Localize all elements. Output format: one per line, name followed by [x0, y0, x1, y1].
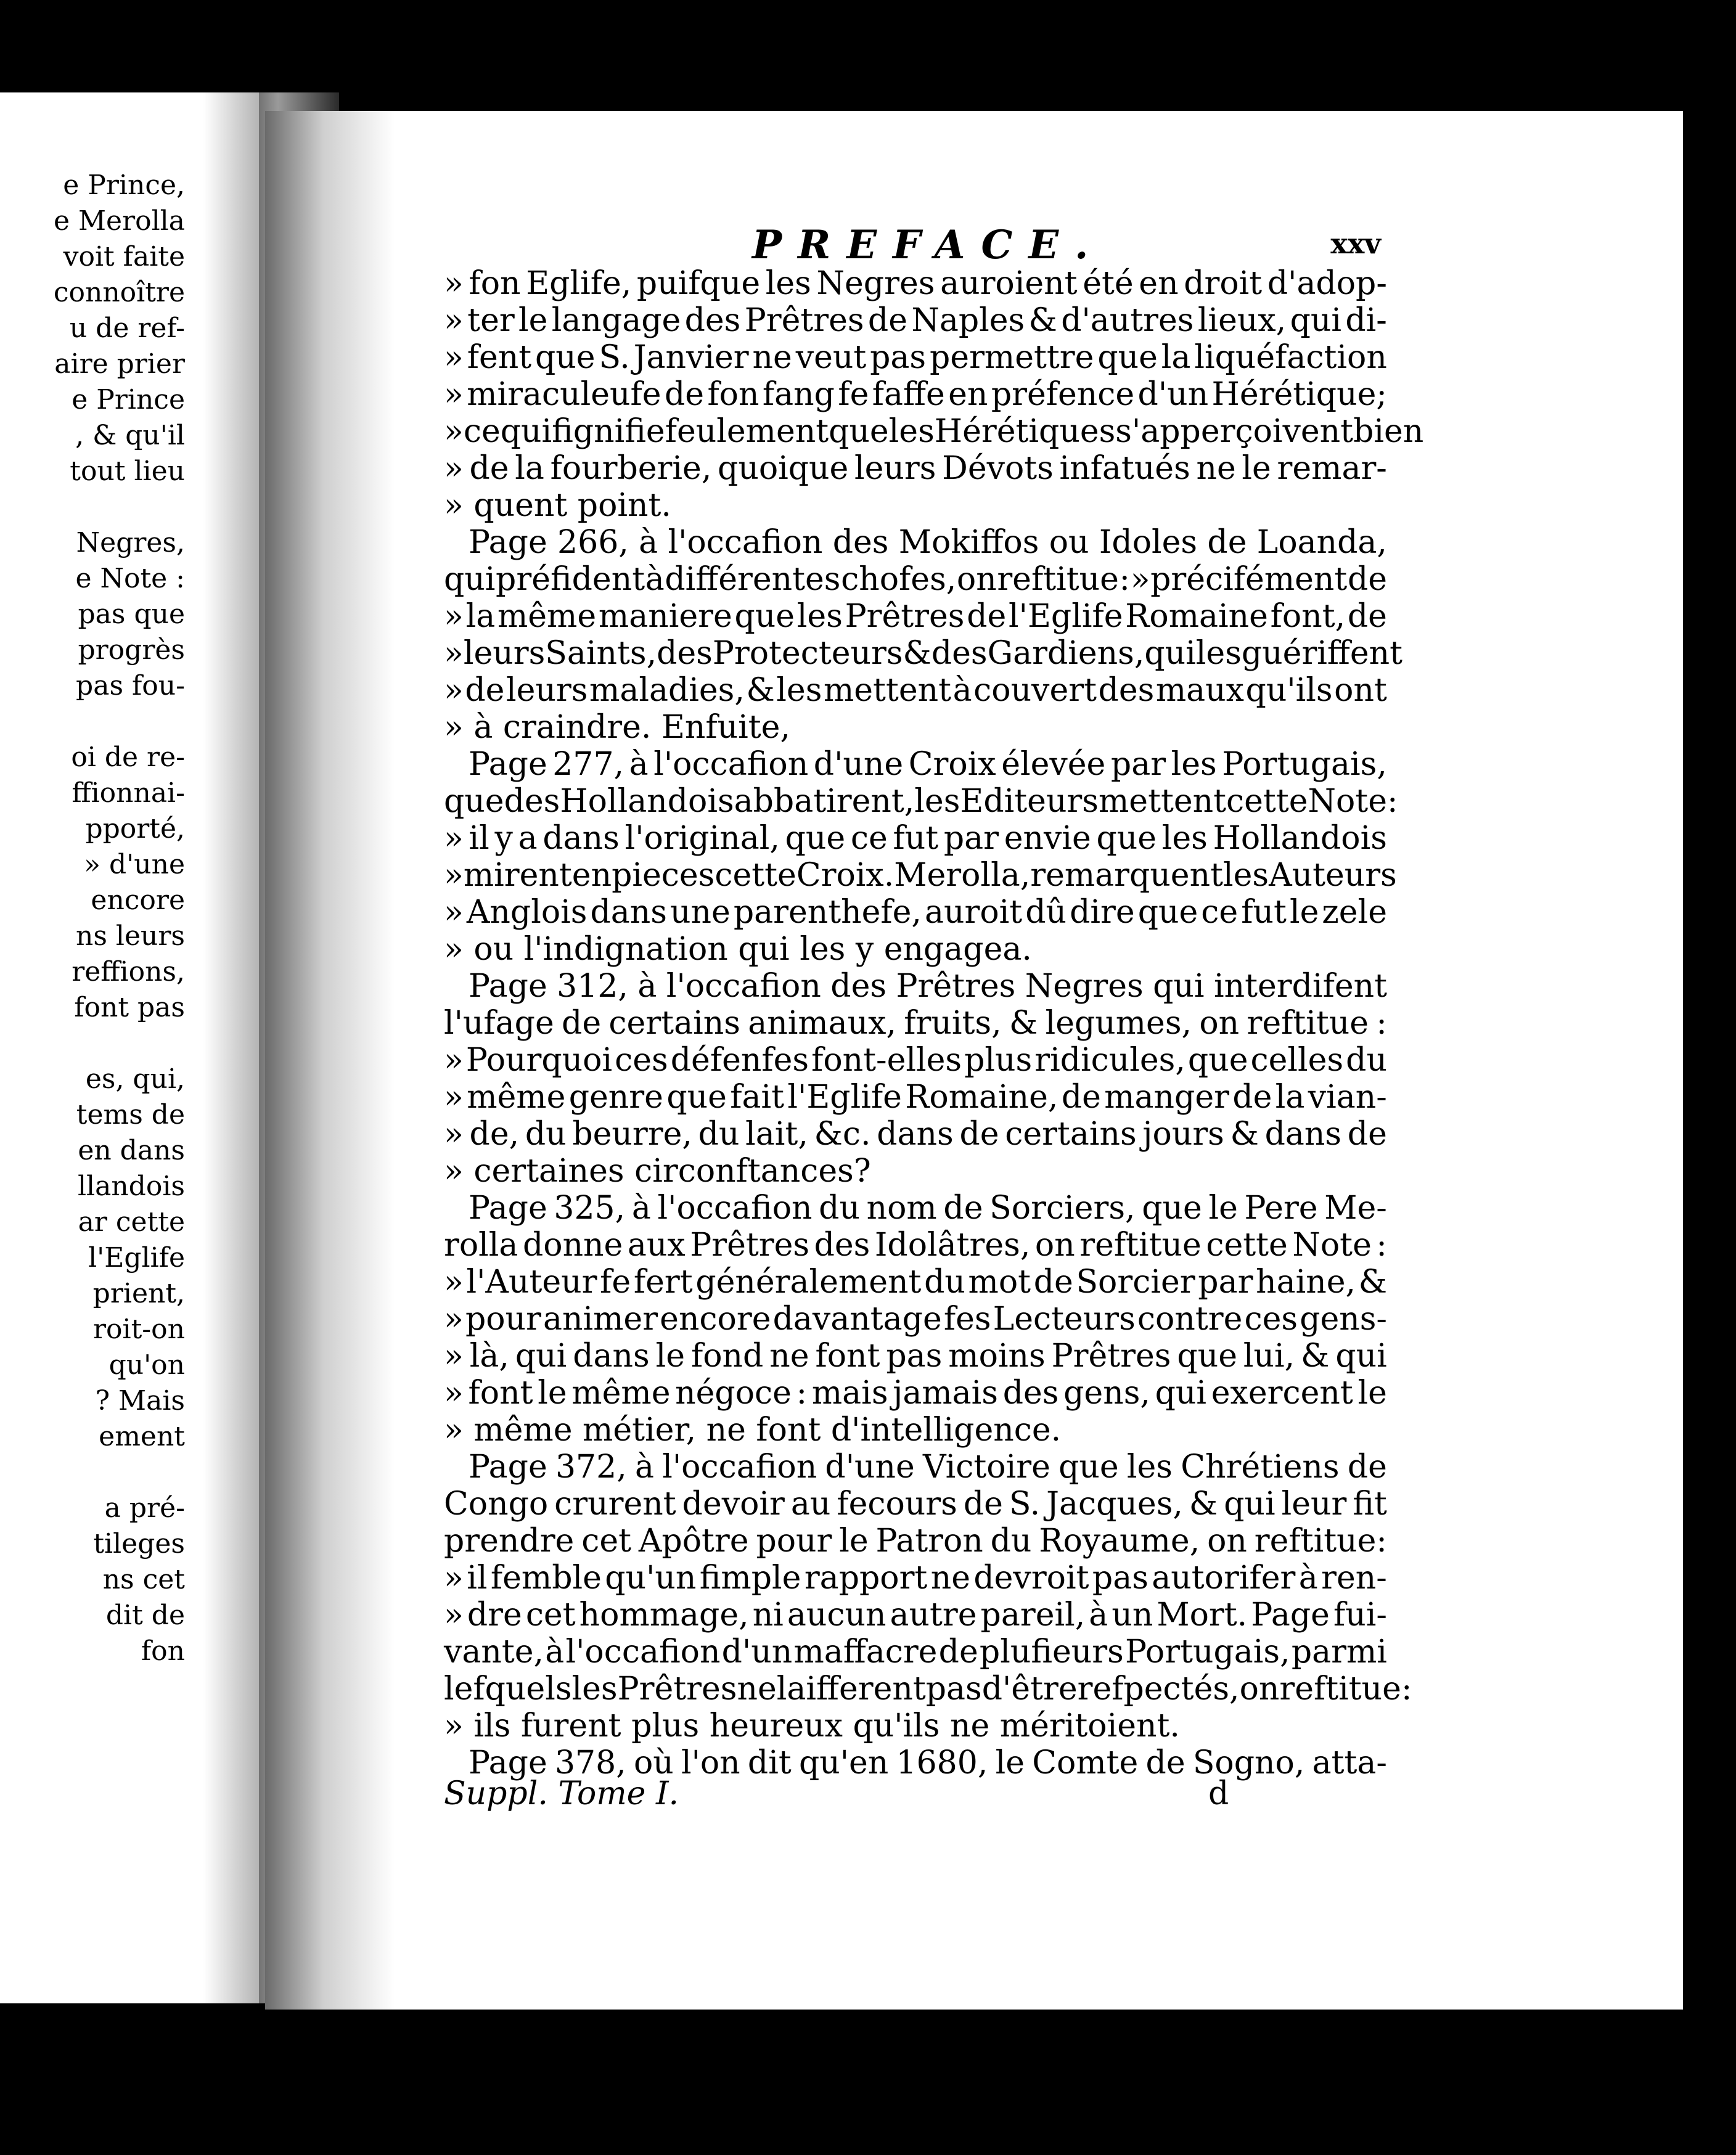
body-line: Page 312, à l'occafion des Prêtres Negres qui interdifent [469, 968, 1387, 1005]
left-line: e Note : [75, 563, 185, 594]
body-line: » de la fourberie, quoique leurs Dévots infatués ne le remar- [444, 450, 1387, 487]
left-line: Negres, [76, 527, 185, 558]
left-line: oi de re- [71, 742, 185, 773]
body-line: » quent point. [444, 487, 671, 524]
left-line: , & qu'il [75, 420, 185, 451]
left-line: roit-on [93, 1314, 185, 1345]
body-line: Page 266, à l'occafion des Mokiffos ou Idoles de Loanda, [469, 524, 1387, 561]
body-line: » ils furent plus heureux qu'ils ne méritoient. [444, 1707, 1180, 1744]
left-line: » d'une [84, 849, 185, 880]
left-line: en dans [78, 1135, 185, 1166]
body-line: » pour animer encore davantage fes Lecteurs contre ces gens- [444, 1301, 1387, 1338]
volume-line: Suppl. Tome I. [444, 1775, 679, 1812]
left-line: ffionnai- [72, 777, 185, 809]
body-line: » font le même négoce : mais jamais des gens, qui exercent le [444, 1375, 1387, 1412]
body-line: prendre cet Apôtre pour le Patron du Royaume, on reftitue: [444, 1523, 1387, 1560]
body-line: » à craindre. Enfuite, [444, 709, 790, 746]
left-line: ? Mais [95, 1385, 185, 1417]
body-line: Congo crurent devoir au fecours de S. Jacques, & qui leur fit [444, 1486, 1387, 1523]
left-line: e Prince, [63, 170, 185, 201]
body-line: » ou l'indignation qui les y engagea. [444, 931, 1032, 968]
body-line: » ce qui fignifie feulement que les Hérétiques s'apperçoivent bien [444, 413, 1424, 450]
body-line: » Anglois dans une parenthefe, auroit dû dire que ce fut le zele [444, 894, 1387, 931]
body-line: » fent que S. Janvier ne veut pas permettre que la liquéfaction [444, 339, 1387, 376]
left-line: pporté, [85, 813, 185, 844]
left-line: es, qui, [85, 1063, 185, 1095]
left-line: qu'on [108, 1349, 185, 1381]
left-line: aire prier [54, 348, 185, 380]
signature-mark: d [1208, 1775, 1229, 1812]
left-line: reffions, [72, 956, 185, 988]
body-line: Page 378, où l'on dit qu'en 1680, le Comte de Sogno, atta- [469, 1744, 1387, 1781]
page-number: xxv [1330, 227, 1381, 260]
body-line: » de leurs maladies, & les mettent à couvert des maux qu'ils ont [444, 672, 1387, 709]
left-line: prient, [92, 1278, 185, 1309]
body-line: » dre cet hommage, ni aucun autre pareil, à un Mort. Page fui- [444, 1597, 1387, 1634]
left-line: pas fou- [76, 670, 185, 701]
body-line: » il femble qu'un fimple rapport ne devroit pas autorifer à ren- [444, 1560, 1387, 1597]
body-line: » mirent en pieces cette Croix. Merolla, remarquent les Auteurs [444, 857, 1397, 894]
body-line: qui préfident à différentes chofes, on reftitue : » précifément de [444, 561, 1387, 598]
page-gutter [265, 111, 395, 2010]
body-line: » fon Eglife, puifque les Negres auroient été en droit d'adop- [444, 265, 1387, 302]
left-line: font pas [74, 992, 185, 1023]
body-line: l'ufage de certains animaux, fruits, & legumes, on reftitue : [444, 1005, 1387, 1042]
left-line: ement [99, 1421, 185, 1452]
body-line: que des Hollandois abbatirent, les Editeurs mettent cette Note: [444, 783, 1398, 820]
left-line: ns cet [102, 1564, 185, 1595]
left-line: e Merolla [53, 205, 185, 237]
body-line: » la même maniere que les Prêtres de l'Eglife Romaine font, de [444, 598, 1387, 635]
body-line: » miraculeufe de fon fang fe faffe en préfence d'un Hérétique; [444, 376, 1387, 413]
left-line: fon [141, 1635, 185, 1667]
body-line: » Pourquoi ces défenfes font-elles plus ridicules, que celles du [444, 1042, 1387, 1079]
left-line: dit de [105, 1600, 185, 1631]
left-line: progrès [78, 634, 185, 666]
body-line: lefquels les Prêtres ne laifferent pas d'être refpectés, on reftitue : [444, 1670, 1412, 1707]
body-line: Page 372, à l'occafion d'une Victoire que les Chrétiens de [469, 1449, 1387, 1486]
left-line: tems de [76, 1099, 185, 1131]
body-line: » même genre que fait l'Eglife Romaine, de manger de la vian- [444, 1079, 1387, 1116]
page-title: PREFACE. [752, 222, 1105, 268]
body-line: rolla donne aux Prêtres des Idolâtres, on reftitue cette Note : [444, 1227, 1387, 1264]
left-line: a pré- [104, 1492, 185, 1524]
left-line: pas que [78, 599, 185, 630]
body-line: » là, qui dans le fond ne font pas moins Prêtres que lui, & qui [444, 1338, 1387, 1375]
body-line: » certaines circonftances? [444, 1153, 871, 1190]
left-line: ns leurs [76, 920, 185, 952]
left-line: u de ref- [69, 313, 185, 344]
body-line: » de, du beurre, du lait, &c. dans de certains jours & dans de [444, 1116, 1387, 1153]
body-line: » leurs Saints, des Protecteurs & des Gardiens, qui les guériffent [444, 635, 1403, 672]
body-line: » même métier, ne font d'intelligence. [444, 1412, 1062, 1449]
left-line: encore [91, 885, 185, 916]
left-line: llandois [77, 1171, 185, 1202]
left-line: connoître [53, 277, 185, 308]
left-line: tileges [93, 1528, 185, 1560]
body-line: Page 277, à l'occafion d'une Croix élevée par les Portugais, [469, 746, 1387, 783]
left-line: l'Eglife [88, 1242, 185, 1274]
body-line: vante, à l'occafion d'un maffacre de plufieurs Portugais, parmi [444, 1634, 1387, 1670]
body-line: » ter le langage des Prêtres de Naples & d'autres lieux, qui di- [444, 302, 1387, 339]
body-line: » il y a dans l'original, que ce fut par envie que les Hollandois [444, 820, 1387, 857]
body-line: Page 325, à l'occafion du nom de Sorciers, que le Pere Me- [469, 1190, 1387, 1227]
left-line: ar cette [78, 1206, 185, 1238]
left-line: tout lieu [70, 456, 185, 487]
body-line: » l'Auteur fe fert généralement du mot de Sorcier par haine, & [444, 1264, 1387, 1301]
left-line: e Prince [72, 384, 185, 415]
left-line: voit faite [63, 241, 185, 272]
